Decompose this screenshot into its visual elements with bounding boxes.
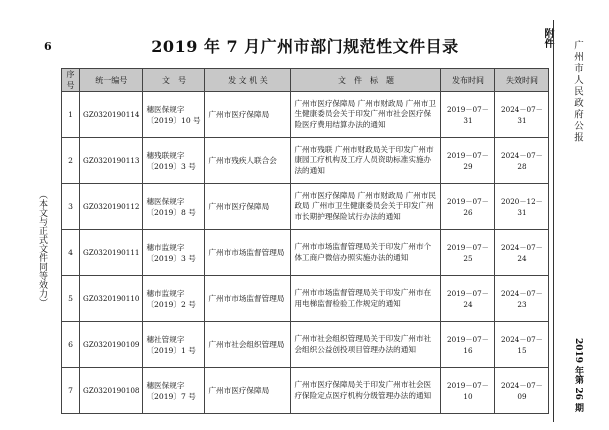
- header-title: 文 件 标 题: [291, 69, 441, 92]
- documents-table: [61, 68, 549, 414]
- cell-title: 广州市医疗保障局 广州市财政局 广州市民政局 广州市卫生健康委员会关于印发广州市长期护理保险试行办法的通知: [291, 184, 441, 230]
- margin-divider: [553, 20, 554, 422]
- cell-org: 广州市医疗保障局: [205, 368, 291, 414]
- cell-seq: 1: [62, 92, 80, 138]
- cell-published: 2019－07－29: [441, 138, 495, 184]
- cell-code: GZ0320190113: [80, 138, 143, 184]
- header-doc-no: 文 号: [143, 69, 205, 92]
- cell-seq: 2: [62, 138, 80, 184]
- cell-org: 广州市残疾人联合会: [205, 138, 291, 184]
- header-code: 统一编号: [80, 69, 143, 92]
- cell-expires: 2024－07－31: [495, 92, 549, 138]
- cell-title: 广州市市场监督管理局关于印发广州市在用电梯监督检验工作规定的通知: [291, 276, 441, 322]
- cell-expires: 2024－07－28: [495, 138, 549, 184]
- cell-doc-no: 穗社管规字〔2019〕1 号: [143, 322, 205, 368]
- cell-code: GZ0320190112: [80, 184, 143, 230]
- cell-expires: 2020－12－31: [495, 184, 549, 230]
- cell-org: 广州市医疗保障局: [205, 92, 291, 138]
- header-org: 发 文 机 关: [205, 69, 291, 92]
- cell-org: 广州市医疗保障局: [205, 184, 291, 230]
- cell-doc-no: 穗残联规字〔2019〕3 号: [143, 138, 205, 184]
- page-number: 6: [44, 40, 52, 53]
- cell-code: GZ0320190111: [80, 230, 143, 276]
- gazette-name: 广州市人民政府公报: [572, 40, 583, 144]
- cell-expires: 2024－07－24: [495, 230, 549, 276]
- document-title: 2019 年 7 月广州市部门规范性文件目录: [151, 37, 459, 56]
- cell-doc-no: 穗市监规字〔2019〕3 号: [143, 230, 205, 276]
- header-expires: 失效时间: [495, 69, 549, 92]
- cell-code: GZ0320190114: [80, 92, 143, 138]
- cell-org: 广州市市场监督管理局: [205, 276, 291, 322]
- cell-published: 2019－07－10: [441, 368, 495, 414]
- cell-published: 2019－07－24: [441, 276, 495, 322]
- table-row: [62, 322, 549, 368]
- cell-code: GZ0320190108: [80, 368, 143, 414]
- cell-doc-no: 穗医保规字〔2019〕7 号: [143, 368, 205, 414]
- cell-seq: 7: [62, 368, 80, 414]
- cell-code: GZ0320190109: [80, 322, 143, 368]
- cell-seq: 5: [62, 276, 80, 322]
- table-row: [62, 276, 549, 322]
- cell-doc-no: 穗医保规字〔2019〕8 号: [143, 184, 205, 230]
- cell-expires: 2024－07－09: [495, 368, 549, 414]
- header-seq: 序号: [62, 69, 80, 92]
- table-row: [62, 368, 549, 414]
- cell-seq: 6: [62, 322, 80, 368]
- table-row: [62, 184, 549, 230]
- cell-title: 广州市医疗保障局关于印发广州市社会医疗保险定点医疗机构分级管理办法的通知: [291, 368, 441, 414]
- cell-title: 广州市残联 广州市财政局关于印发广州市康园工疗机构及工疗人员资助标准实施办法的通知: [291, 138, 441, 184]
- cell-doc-no: 穗市监规字〔2019〕2 号: [143, 276, 205, 322]
- cell-title: 广州市社会组织管理局关于印发广州市社会组织公益创投项目管理办法的通知: [291, 322, 441, 368]
- issue-label: 2019 年第 26 期: [573, 338, 583, 412]
- side-note: （本文与正式文件同等效力）: [37, 190, 47, 307]
- cell-org: 广州市市场监督管理局: [205, 230, 291, 276]
- cell-code: GZ0320190110: [80, 276, 143, 322]
- table-row: [62, 92, 549, 138]
- header-published: 发布时间: [441, 69, 495, 92]
- cell-title: 广州市市场监督管理局关于印发广州市个体工商户微信办照实施办法的通知: [291, 230, 441, 276]
- cell-published: 2019－07－25: [441, 230, 495, 276]
- appendix-label: 附件: [542, 28, 553, 48]
- cell-title: 广州市医疗保障局 广州市财政局 广州市卫生健康委员会关于印发广州市社会医疗保险医疗费用结算办法的通知: [291, 92, 441, 138]
- cell-seq: 4: [62, 230, 80, 276]
- cell-doc-no: 穗医保规字〔2019〕10 号: [143, 92, 205, 138]
- cell-published: 2019－07－26: [441, 184, 495, 230]
- cell-org: 广州市社会组织管理局: [205, 322, 291, 368]
- table-row: [62, 230, 549, 276]
- table-row: [62, 138, 549, 184]
- cell-expires: 2024－07－23: [495, 276, 549, 322]
- cell-published: 2019－07－31: [441, 92, 495, 138]
- table-header-row: [62, 69, 549, 92]
- cell-seq: 3: [62, 184, 80, 230]
- cell-published: 2019－07－16: [441, 322, 495, 368]
- cell-expires: 2024－07－15: [495, 322, 549, 368]
